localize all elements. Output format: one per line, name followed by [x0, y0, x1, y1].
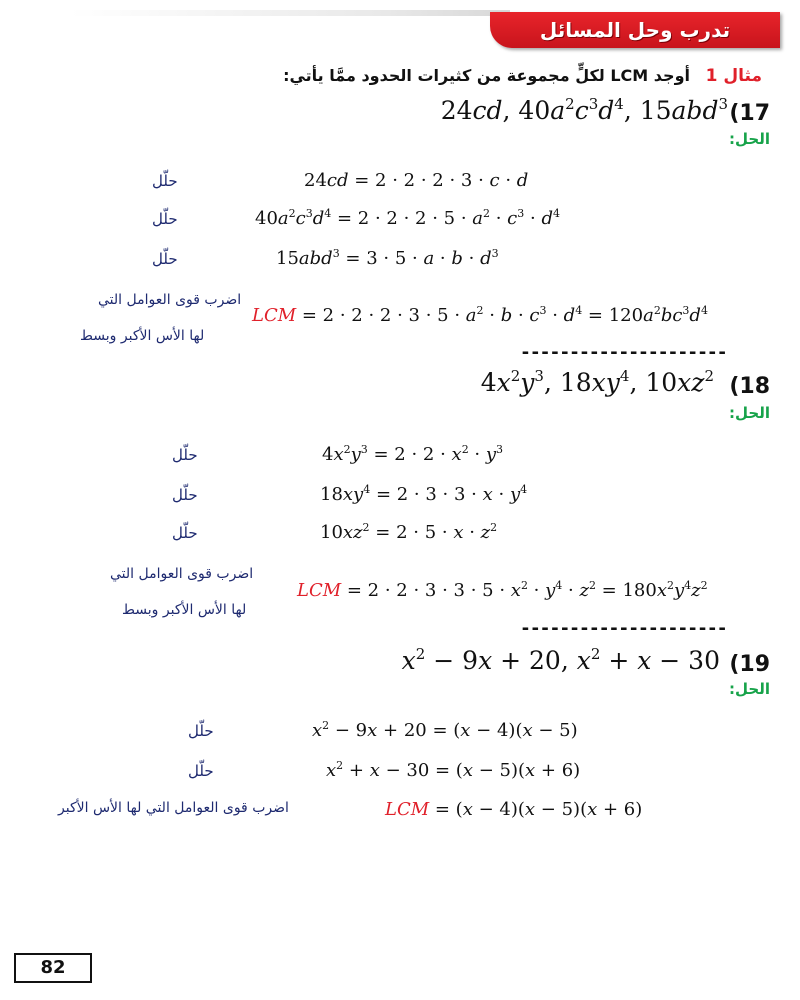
problem-number: (18 [729, 374, 770, 399]
section-title: تدرب وحل المسائل [539, 18, 731, 42]
lcm-line: LCM = (x − 4)(x − 5)(x + 6) [385, 799, 643, 820]
separator: --------------------- [520, 342, 727, 363]
factorization-line: $15abd^3 = 3 \cdot 5 \cdot a \cdot b \cdot d^3$ [276, 247, 499, 269]
instruction-note: لها الأس الأكبر وبسط [122, 602, 247, 618]
lcm-label: LCM [297, 580, 342, 601]
solution-label: الحل: [729, 680, 770, 698]
problem-number: (19 [729, 652, 770, 677]
factor-label: حلّل [172, 486, 198, 504]
factor-label: حلّل [172, 446, 198, 464]
instruction-note: لها الأس الأكبر وبسط [80, 328, 205, 344]
solution-label: الحل: [729, 130, 770, 148]
section-banner [490, 12, 780, 48]
instruction-note: اضرب قوى العوامل التي لها الأس الأكبر [58, 800, 289, 816]
problem-expression: $x^2 - 9x + 20$, $x^2 + x - 30$ [401, 645, 720, 675]
lcm-label: LCM [252, 305, 297, 326]
problem-number: (17 [729, 101, 770, 126]
factorization-line: $x^2 + x - 30 = (x - 5)(x + 6)$ [326, 759, 581, 781]
lcm-line: LCM = $2 \cdot 2 \cdot 3 \cdot 3 \cdot 5 \cdot x^2 \cdot y^4 \cdot z^2 = 180x^2y^4z^2$ [297, 579, 708, 601]
problem-expression: $4x^2y^3$, $18xy^4$, $10xz^2$ [480, 367, 714, 397]
lcm-line: LCM = $2 \cdot 2 \cdot 2 \cdot 3 \cdot 5 \cdot a^2 \cdot b \cdot c^3 \cdot d^4 = 120a^2bc^3d^4$ [252, 304, 708, 326]
factor-label: حلّل [152, 172, 178, 190]
factorization-line: $10xz^2 = 2 \cdot 5 \cdot x \cdot z^2$ [320, 521, 498, 543]
instruction-note: اضرب قوى العوامل التي [110, 566, 254, 582]
factor-label: حلّل [188, 722, 214, 740]
factor-label: حلّل [172, 524, 198, 542]
factor-label: حلّل [152, 250, 178, 268]
header-rule [70, 10, 510, 16]
factor-label: حلّل [152, 210, 178, 228]
example-instruction: أوجد LCM لكلٍّ مجموعة من كثيرات الحدود ممَّا يأتي: [283, 66, 690, 85]
instruction-note: اضرب قوى العوامل التي [98, 292, 242, 308]
factorization-line: $4x^2y^3 = 2 \cdot 2 \cdot x^2 \cdot y^3$ [322, 443, 504, 465]
solution-label: الحل: [729, 404, 770, 422]
factorization-line: $40a^2c^3d^4 = 2 \cdot 2 \cdot 2 \cdot 5 \cdot a^2 \cdot c^3 \cdot d^4$ [255, 207, 560, 229]
example-label: مثال 1 [705, 66, 762, 86]
factor-label: حلّل [188, 762, 214, 780]
factorization-line: 24cd = 2 · 2 · 2 · 3 · c · d [304, 170, 529, 191]
separator: --------------------- [520, 618, 727, 639]
factorization-line: $18xy^4 = 2 \cdot 3 \cdot 3 \cdot x \cdot y^4$ [320, 483, 528, 505]
factorization-line: $x^2 - 9x + 20 = (x - 4)(x - 5)$ [312, 719, 578, 741]
problem-expression: 24cd, $40a^2c^3d^4$, 15abd$^3$ [440, 95, 728, 125]
page-number: 82 [14, 953, 92, 983]
lcm-label: LCM [385, 799, 430, 820]
